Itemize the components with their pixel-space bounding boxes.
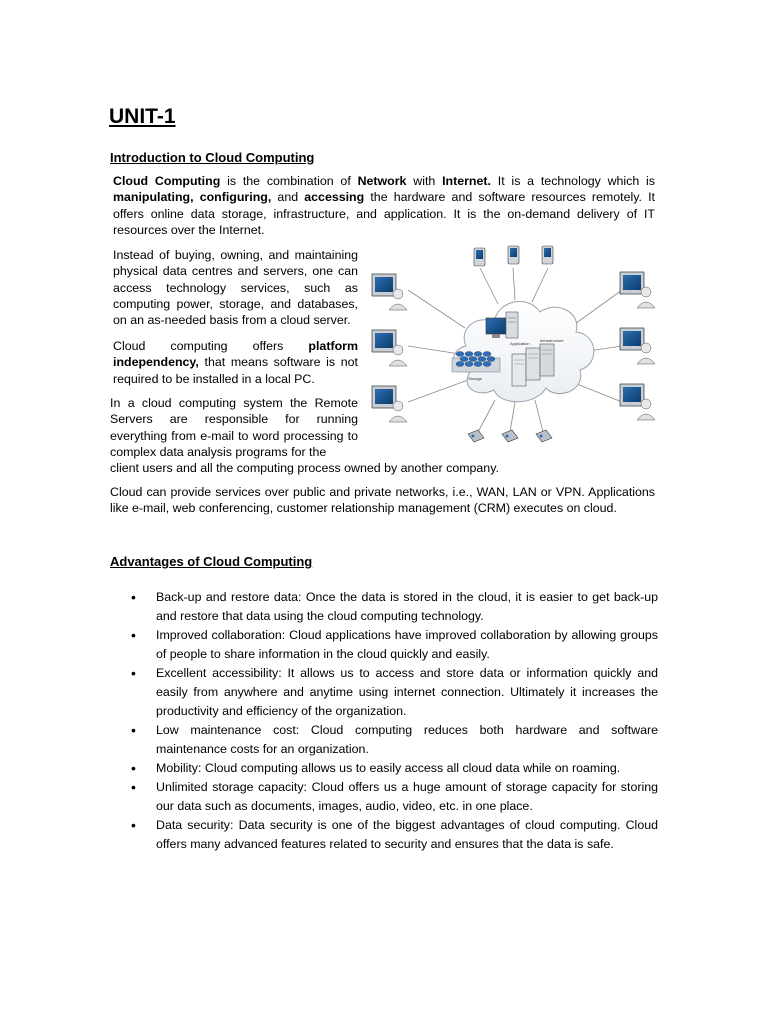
term-internet: Internet.: [442, 174, 491, 188]
list-item-text: Low maintenance cost: Cloud computing reduces both hardware and software maintenance costs for an organization.: [156, 723, 658, 756]
list-item-text: Improved collaboration: Cloud applications have improved collaboration by allowing groups of people to share information in the cloud quickly and easily.: [156, 628, 658, 661]
list-item: [110, 626, 658, 664]
advantages-list: [110, 588, 658, 854]
advantages-heading: Advantages of Cloud Computing: [110, 554, 313, 569]
term-platform-independency: platform independency,: [113, 339, 358, 370]
user-workstation-icon: [372, 386, 407, 422]
bullet-icon: •: [131, 589, 136, 605]
list-item: [110, 816, 658, 854]
text-run: It is a technology which is: [490, 174, 656, 188]
list-item-text: Mobility: Cloud computing allows us to easily access all cloud data while on roaming.: [156, 761, 621, 775]
text-run: the hardware and software resources remotely. It offers online data storage, infrastructure, and application. It is the on-demand delivery of IT resources over the Internet.: [113, 190, 655, 237]
intro-paragraph-definition: [113, 173, 655, 238]
text-run: is the combination of: [220, 174, 358, 188]
mobile-device-icon: [508, 246, 519, 264]
bullet-icon: •: [131, 779, 136, 795]
bullet-icon: •: [131, 760, 136, 776]
text-run: Cloud computing offers: [113, 339, 309, 353]
list-item: [110, 664, 658, 721]
term-network: Network: [357, 174, 407, 188]
list-item: [110, 778, 658, 816]
list-item-text: Excellent accessibility: It allows us to access and store data or information quickly and easily from anywhere and anytime using internet connection. Ultimately it increases the productivity and efficiency of the organization.: [156, 666, 658, 718]
cloud-computing-diagram: [360, 242, 665, 454]
intro-paragraph-platform: [113, 338, 358, 387]
list-item: [110, 759, 658, 778]
user-workstation-icon: [372, 274, 407, 310]
list-item-text: Data security: Data security is one of the biggest advantages of cloud computing. Cloud offers many advanced features related to security and ensures that the data is safe.: [156, 818, 658, 851]
intro-paragraph-services: Instead of buying, owning, and maintaining physical data centres and servers, one can access technology services, such as computing power, storage, and databases, on an as-needed basis from a cloud server.: [113, 248, 358, 328]
intro-paragraph-remote-servers: In a cloud computing system the Remote Servers are responsible for running everything from e-mail to word processing to complex data analysis programs for the: [110, 396, 358, 459]
mobile-device-icon: [542, 246, 553, 264]
bullet-icon: •: [131, 722, 136, 738]
text-run: that means software is not required to be installed in a local PC.: [113, 355, 358, 386]
text-run: and: [271, 190, 305, 205]
user-workstation-icon: [620, 272, 655, 308]
cloud-shape: [454, 301, 594, 401]
intro-paragraph-networks: Cloud can provide services over public and private networks, i.e., WAN, LAN or VPN. Applications like e-mail, web conferencing, customer relationship management (CRM) executes on cloud.: [110, 485, 655, 516]
list-item-text: Back-up and restore data: Once the data is stored in the cloud, it is easier to get back-up and restore that data using the cloud computing technology.: [156, 590, 658, 623]
term-accessing: accessing: [304, 190, 365, 205]
phone-icon: [502, 430, 518, 442]
phone-icon: [468, 430, 484, 442]
label-storage: Storage: [468, 376, 483, 381]
list-item: [110, 721, 658, 759]
term-manipulating: manipulating, configuring,: [113, 190, 272, 205]
term-cloud-computing: Cloud Computing: [113, 174, 221, 188]
list-item: [110, 588, 658, 626]
label-infrastructure: Infrastructure: [540, 338, 564, 343]
intro-heading: Introduction to Cloud Computing: [110, 150, 315, 165]
mobile-device-icon: [474, 248, 485, 266]
list-item-text: Unlimited storage capacity: Cloud offers us a huge amount of storage capacity for storing our data such as documents, images, audio, video, etc. in one place.: [156, 780, 658, 813]
text-run: with: [406, 174, 443, 188]
bullet-icon: •: [131, 665, 136, 681]
user-workstation-icon: [620, 328, 655, 364]
user-workstation-icon: [620, 384, 655, 420]
label-application: Application: [510, 341, 530, 346]
user-workstation-icon: [372, 330, 407, 366]
unit-title: UNIT-1: [109, 105, 176, 128]
intro-paragraph-remote-servers-cont: client users and all the computing process owned by another company.: [110, 461, 499, 475]
phone-icon: [536, 430, 552, 442]
bullet-icon: •: [131, 627, 136, 643]
bullet-icon: •: [131, 817, 136, 833]
